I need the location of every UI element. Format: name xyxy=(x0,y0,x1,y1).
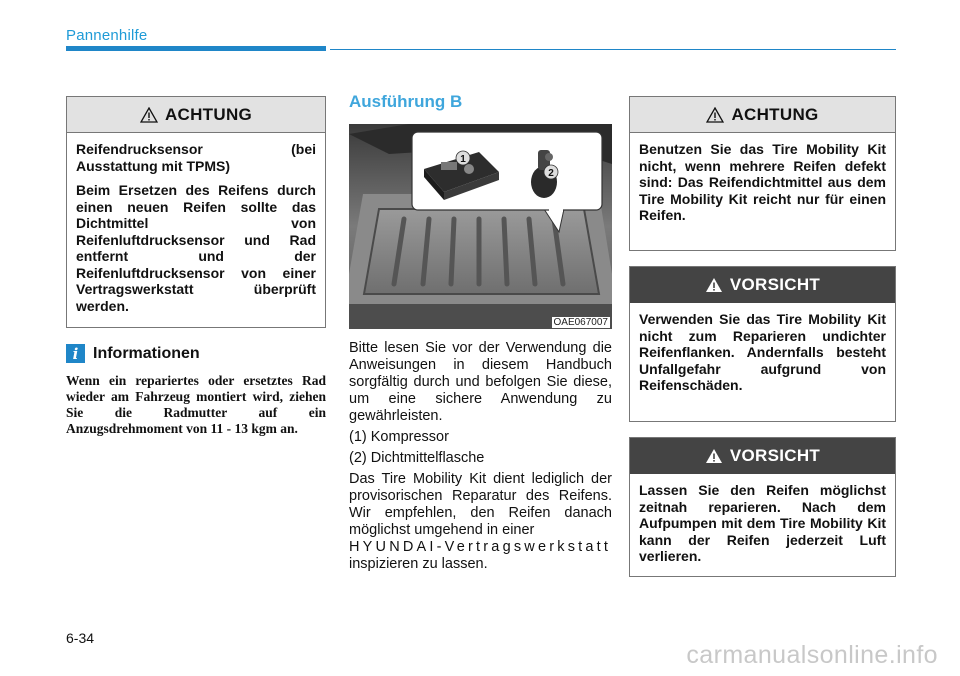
warning-filled-icon xyxy=(705,277,723,293)
middle-paragraph-2-text: Das Tire Mobility Kit dient lediglich der provisorischen Reparatur des Reifens. Wir empfehlen, den Reifen danach möglichst umgehend in einer xyxy=(349,471,612,538)
warning-triangle-icon xyxy=(706,107,724,123)
caution-body-2: Lassen Sie den Reifen möglichst zeitnah reparieren. Nach dem Aufpumpen mit dem Tire Mobility Kit kann der Reifen jederzeit Luft verlieren. xyxy=(639,482,886,564)
right-warning-header xyxy=(630,97,895,133)
info-text: Wenn ein repariertes oder ersetztes Rad wieder am Fahrzeug montiert wird, ziehen Sie die Radmutter auf ein Anzugsdrehmoment von 11 - 13 kgm an. xyxy=(66,373,326,436)
left-warning-header xyxy=(67,97,325,133)
section-header: Pannenhilfe xyxy=(66,27,148,44)
caution-header-2 xyxy=(630,438,895,474)
middle-paragraph-2-spaced-line: HYUNDAI-Vertragswerkstatt xyxy=(349,539,612,555)
info-title: Informationen xyxy=(93,344,200,362)
middle-paragraph-2 xyxy=(349,471,612,573)
trunk-figure xyxy=(349,124,612,329)
left-warning-body xyxy=(67,133,325,324)
warning-filled-icon xyxy=(705,448,723,464)
caution-body-1: Verwenden Sie das Tire Mobility Kit nicht zum Reparieren undichter Reifenflanken. Andernfalls besteht Unfallgefahr aufgrund von Reifenschäden. xyxy=(639,311,886,393)
right-warning-body: Benutzen Sie das Tire Mobility Kit nicht, wenn mehrere Reifen defekt sind: Das Reifendichtmittel aus dem Tire Mobility Kit reicht nur für einen Reifen. xyxy=(639,141,886,223)
caution-header-1 xyxy=(630,267,895,303)
trunk-illustration xyxy=(349,124,612,329)
figure-code: OAE067007 xyxy=(553,317,608,328)
warning-triangle-icon xyxy=(140,107,158,123)
middle-paragraph-2-end: inspizieren zu lassen. xyxy=(349,556,488,572)
info-icon: i xyxy=(66,344,85,363)
info-heading xyxy=(66,344,200,363)
right-warning-box xyxy=(629,96,896,251)
caution-box-1 xyxy=(629,266,896,422)
caution-title-1: VORSICHT xyxy=(729,275,821,294)
left-warning-paragraph-1: Reifendrucksensor (bei Ausstattung mit TPMS) xyxy=(76,141,316,174)
callout-label-1: 1 xyxy=(460,154,466,165)
callout-label-2: 2 xyxy=(548,168,554,179)
middle-paragraph-1: Bitte lesen Sie vor der Verwendung die Anweisungen in diesem Handbuch sorgfältig durch und befolgen Sie diese, um eine sichere Anwendung zu gewährleisten. xyxy=(349,340,612,424)
left-warning-box xyxy=(66,96,326,328)
caution-box-2 xyxy=(629,437,896,577)
header-rule-thick xyxy=(66,46,326,51)
middle-body-text xyxy=(349,340,612,573)
right-warning-title: ACHTUNG xyxy=(731,104,819,124)
list-item-sealant-bottle: (2) Dichtmittelflasche xyxy=(349,450,485,466)
page-number: 6-34 xyxy=(66,630,95,646)
header-rule-thin xyxy=(330,49,896,50)
left-warning-title: ACHTUNG xyxy=(164,104,253,124)
list-item-compressor: (1) Kompressor xyxy=(349,429,449,445)
left-warning-paragraph-2: Beim Ersetzen des Reifens durch einen neuen Reifen sollte das Dichtmittel von Reifenluftdrucksensor und Rad entfernt und der Reifenluftdrucksensor von einer Vertragswerkstatt überprüft werden. xyxy=(76,182,316,314)
watermark: carmanualsonline.info xyxy=(686,641,938,669)
section-title: Ausführung B xyxy=(349,92,463,111)
caution-title-2: VORSICHT xyxy=(729,446,821,465)
